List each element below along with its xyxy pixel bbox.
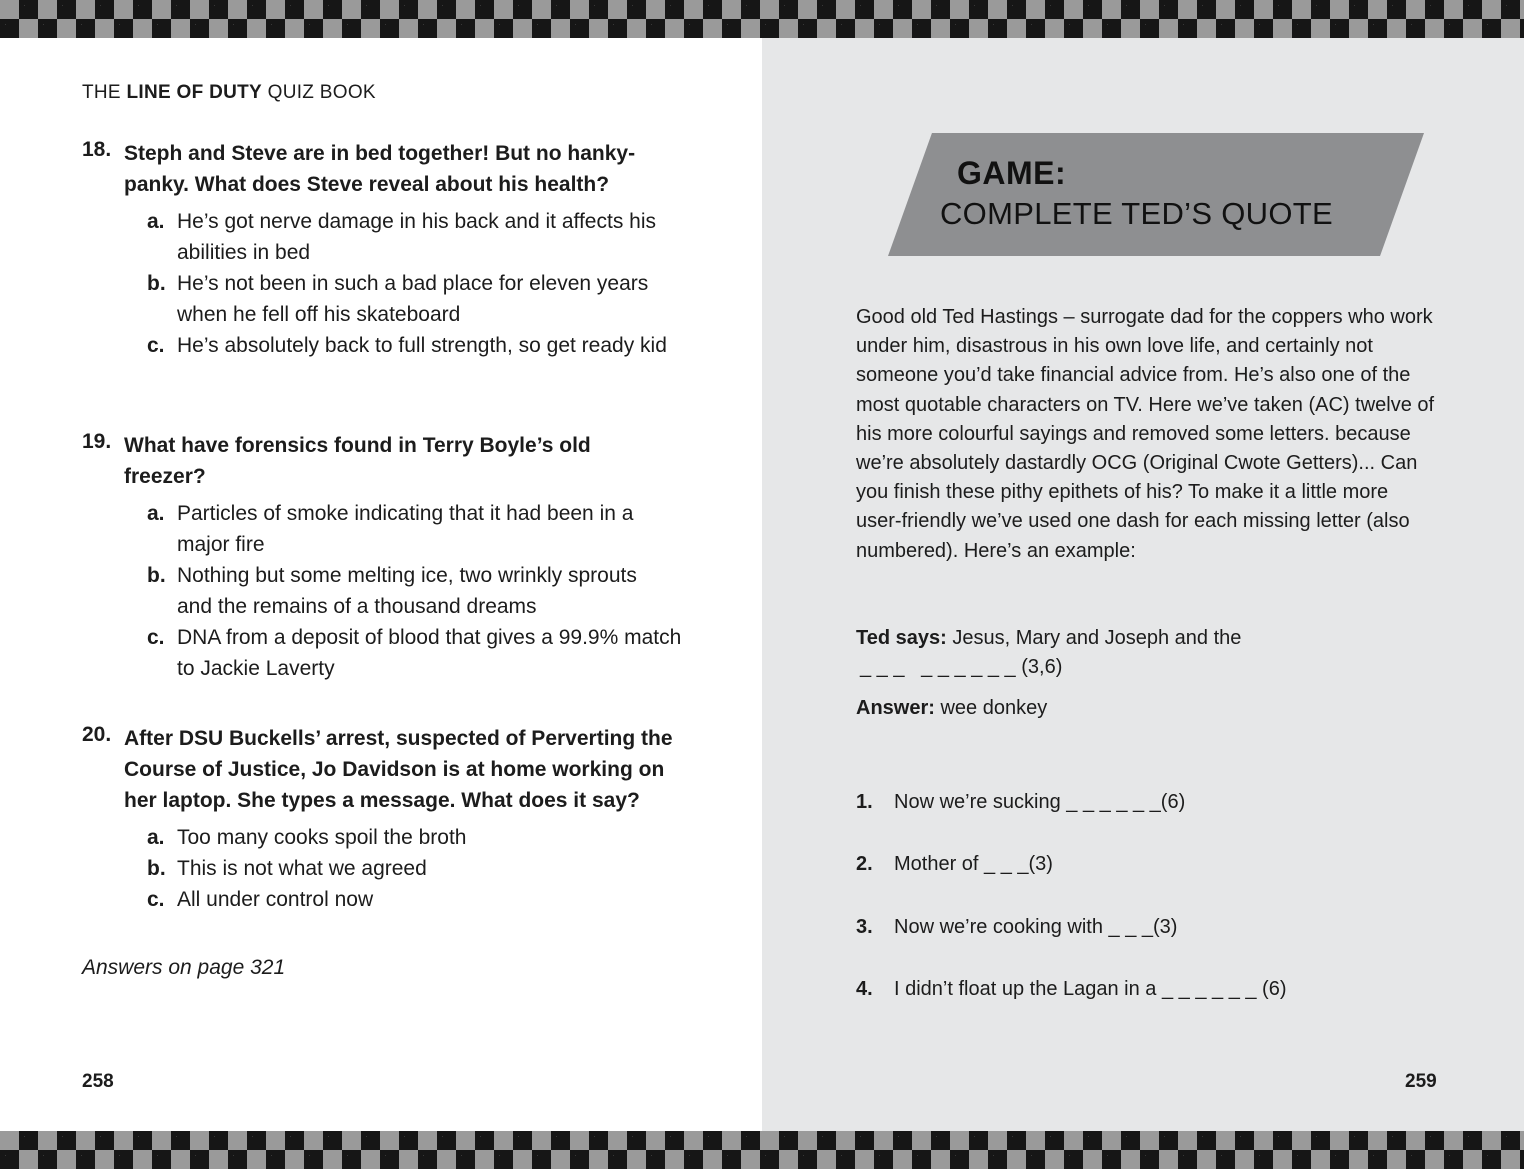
intro-paragraph: Good old Ted Hastings – surrogate dad for the coppers who work under him, disastrous in his own love life, and certainly not someone you’d take financial advice from. He’s also one of the most quotable characters on TV. Here we’ve taken (AC) twelve of his more colourful sayings and removed some letters. because we’re absolutely dastardly OCG (Original Cwote Getters)... Can you finish these pithy epithets of his? To make it a little more user-friendly we’ve used one dash for each missing letter (also numbered). Here’s an example: [856, 306, 1435, 562]
question-text: After DSU Buckells’ arrest, suspected of Perverting the Course of Justice, Jo Davidson is at home working on her laptop. She types a message. What does it say? [124, 727, 673, 812]
option-a [147, 206, 682, 268]
question-18 [82, 138, 682, 361]
option-c [147, 884, 682, 915]
question-number: 19. [82, 430, 112, 453]
option-text: This is not what we agreed [177, 857, 427, 880]
option-b [147, 268, 682, 330]
option-letter: b. [147, 564, 166, 587]
answers-note: Answers on page 321 [82, 956, 286, 979]
quote-text: Mother of _ _ _(3) [894, 853, 1053, 875]
game-banner [888, 133, 1424, 256]
option-list [147, 206, 682, 361]
example-text: Jesus, Mary and Joseph and the [946, 627, 1242, 649]
question-number: 18. [82, 138, 112, 161]
option-c [147, 622, 682, 684]
quote-number: 3. [856, 916, 873, 938]
option-text: Too many cooks spoil the broth [177, 826, 467, 849]
option-letter: a. [147, 826, 165, 849]
page-number-left: 258 [82, 1071, 114, 1092]
option-text: Nothing but some melting ice, two wrinkly sprouts and the remains of a thousand dreams [177, 564, 637, 618]
example-blanks: _ _ _ _ _ _ _ _ _ (3,6) [860, 656, 1063, 678]
quote-number: 2. [856, 853, 873, 875]
option-a [147, 498, 682, 560]
option-letter: c. [147, 626, 165, 649]
quote-text: I didn’t float up the Lagan in a _ _ _ _ _ _ (6) [894, 978, 1287, 1000]
option-letter: a. [147, 210, 165, 233]
running-head [82, 82, 376, 104]
option-list [147, 498, 682, 684]
option-text: He’s not been in such a bad place for eleven years when he fell off his skateboard [177, 272, 649, 326]
option-c [147, 330, 682, 361]
option-letter: b. [147, 272, 166, 295]
option-letter: a. [147, 502, 165, 525]
option-b [147, 560, 647, 622]
checkered-border-bottom [0, 1131, 1524, 1169]
option-letter: c. [147, 334, 165, 357]
option-text: He’s absolutely back to full strength, so get ready kid [177, 334, 667, 357]
question-20 [82, 723, 682, 915]
running-head-suffix: QUIZ BOOK [262, 82, 376, 103]
question-text: What have forensics found in Terry Boyle’s old freezer? [124, 434, 591, 488]
option-text: Particles of smoke indicating that it had been in a major fire [177, 502, 634, 556]
option-text: All under control now [177, 888, 374, 911]
quote-text: Now we’re sucking _ _ _ _ _ _(6) [894, 791, 1186, 813]
example-quote [856, 624, 1436, 682]
page-number-right: 259 [1405, 1071, 1437, 1092]
question-19 [82, 430, 682, 684]
quote-number: 4. [856, 978, 873, 1000]
option-b [147, 853, 682, 884]
option-text: DNA from a deposit of blood that gives a 99.9% match to Jackie Laverty [177, 626, 682, 680]
quote-number: 1. [856, 791, 873, 813]
option-text: He’s got nerve damage in his back and it affects his abilities in bed [177, 210, 657, 264]
example-answer [856, 697, 1047, 720]
answer-label: Answer: [856, 697, 935, 719]
checkered-border-top [0, 0, 1524, 38]
banner-title: GAME: [957, 155, 1067, 191]
banner-subtitle: COMPLETE TED’S QUOTE [940, 196, 1333, 231]
option-list [147, 822, 682, 915]
option-letter: b. [147, 857, 166, 880]
question-number: 20. [82, 723, 112, 746]
running-head-title: LINE OF DUTY [126, 82, 263, 103]
answer-text: wee donkey [934, 697, 1048, 719]
question-text: Steph and Steve are in bed together! But no hanky-panky. What does Steve reveal about his health? [124, 142, 636, 196]
example-label: Ted says: [856, 627, 947, 649]
running-head-prefix: THE [82, 82, 127, 103]
quote-text: Now we’re cooking with _ _ _(3) [894, 916, 1178, 938]
option-a [147, 822, 682, 853]
option-letter: c. [147, 888, 165, 911]
